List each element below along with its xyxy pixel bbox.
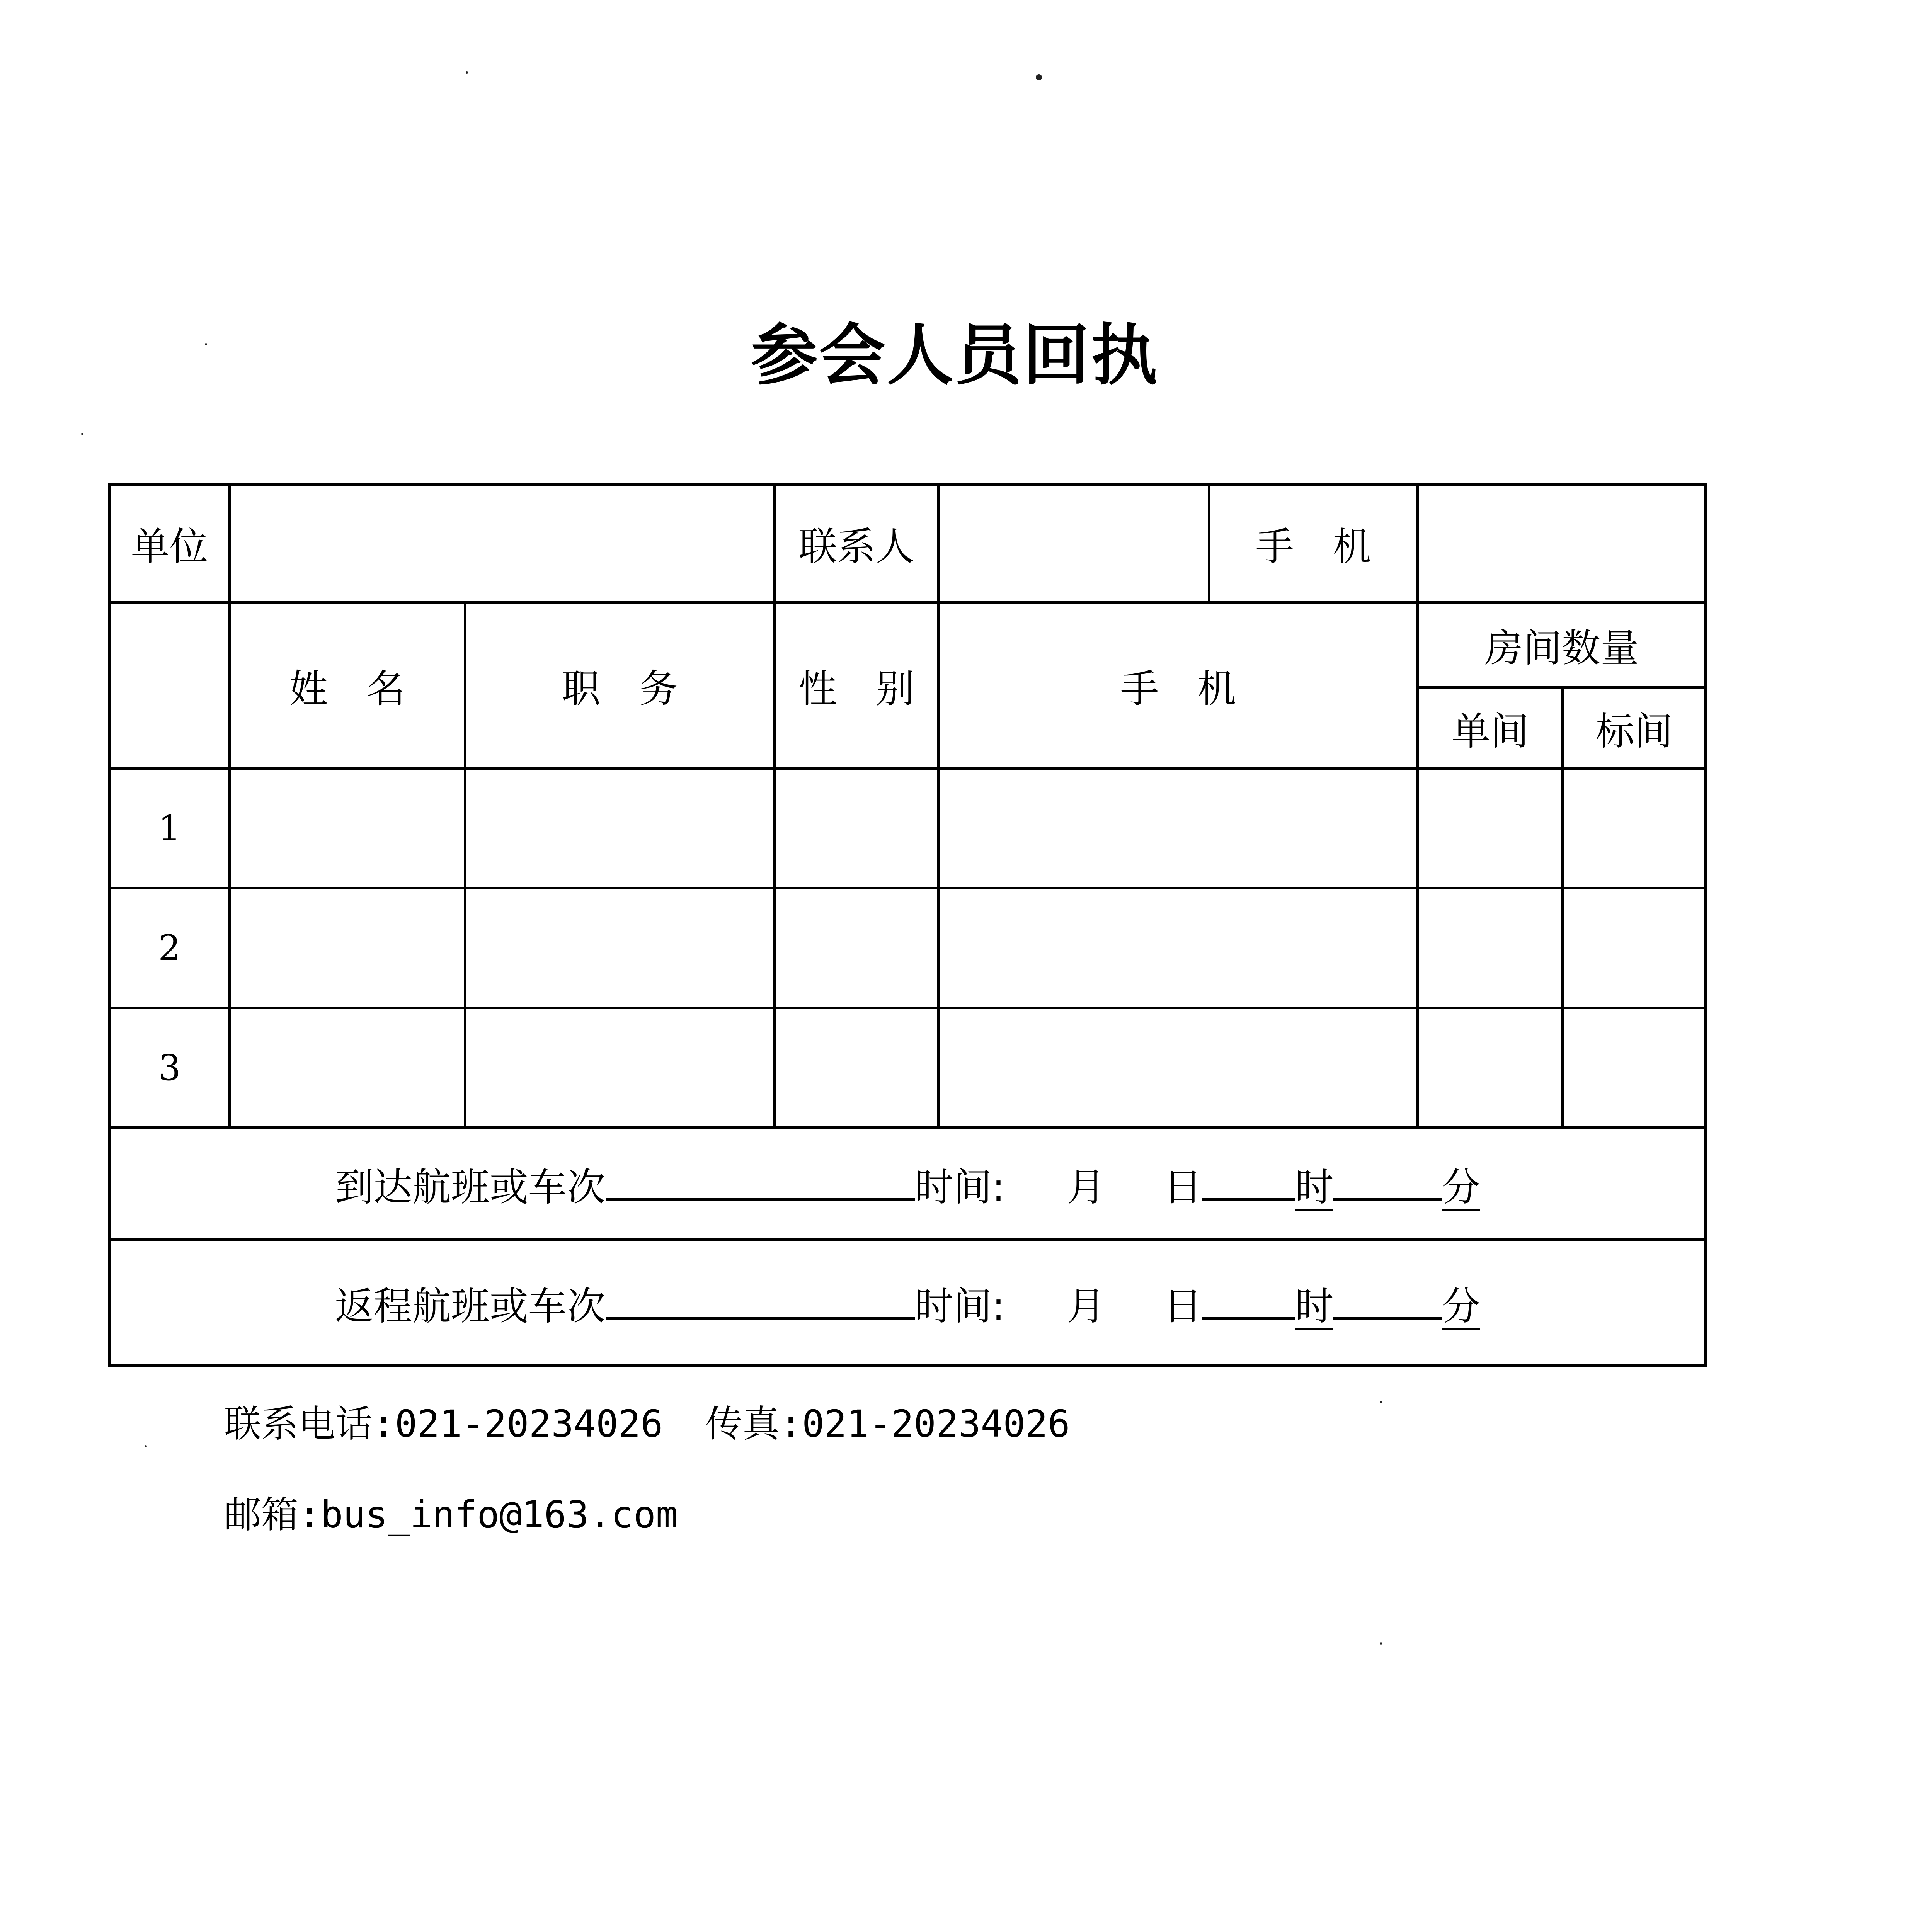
fax-label: 传真: [705,1402,802,1446]
arrival-row [110,1128,1706,1240]
arrival-flight-blank[interactable] [606,1156,915,1201]
name-cell[interactable] [230,888,465,1008]
return-minute-label: 分 [1442,1285,1480,1330]
scan-speck [1380,1642,1382,1645]
gender-cell[interactable] [775,1008,939,1128]
return-label: 返程航班或车次 [335,1283,606,1329]
return-time-label: 时间: [914,1283,1005,1329]
position-header: 职 务 [465,602,775,769]
contact-line [224,1399,1070,1449]
scan-speck [81,433,83,435]
phone-cell[interactable] [939,888,1418,1008]
arrival-minute-blank[interactable] [1333,1156,1442,1201]
row-number: 1 [110,769,230,888]
page-title: 参会人员回执 [751,316,1159,394]
contact-field[interactable] [939,485,1209,602]
name-header: 姓 名 [230,602,465,769]
name-cell[interactable] [230,769,465,888]
row-number: 2 [110,888,230,1008]
position-cell[interactable] [465,888,775,1008]
registration-form-table [108,483,1707,1367]
gender-cell[interactable] [775,769,939,888]
return-hour-label: 时 [1295,1285,1333,1330]
single-room-cell[interactable] [1418,888,1563,1008]
phone-cell[interactable] [939,1008,1418,1128]
return-day-label: 日 [1163,1283,1202,1329]
arrival-hour-label: 时 [1295,1166,1333,1211]
unit-label: 单位 [110,485,230,602]
arrival-minute-label: 分 [1442,1166,1480,1211]
rooms-header: 房间数量 [1418,602,1706,687]
header-row [110,602,1706,687]
gender-header: 性 别 [775,602,939,769]
arrival-day-label: 日 [1163,1165,1202,1210]
scan-speck [145,1445,147,1447]
phone-label: 联系电话: [224,1402,395,1446]
return-minute-blank[interactable] [1333,1275,1442,1320]
scan-speck [466,71,468,74]
email-address[interactable]: bus_info@163.com [320,1493,678,1536]
single-room-cell[interactable] [1418,769,1563,888]
return-hour-blank[interactable] [1202,1275,1295,1320]
email-label: 邮箱: [224,1493,321,1536]
unit-field[interactable] [230,485,775,602]
phone-header: 手 机 [939,602,1418,769]
attendee-row [110,888,1706,1008]
standard-room-cell[interactable] [1563,769,1706,888]
row-number: 3 [110,1008,230,1128]
standard-room-header: 标间 [1563,687,1706,769]
name-cell[interactable] [230,1008,465,1128]
contact-phone-field[interactable] [1418,485,1706,602]
email-line [224,1490,678,1540]
arrival-month-label: 月 [1067,1165,1106,1210]
standard-room-cell[interactable] [1563,888,1706,1008]
scan-speck [1036,74,1042,80]
position-cell[interactable] [465,769,775,888]
contact-label: 联系人 [775,485,939,602]
attendee-row [110,769,1706,888]
return-month-label: 月 [1067,1283,1106,1329]
arrival-hour-blank[interactable] [1202,1156,1295,1201]
attendee-row [110,1008,1706,1128]
contact-phone-label: 手 机 [1209,485,1418,602]
unit-row [110,485,1706,602]
position-cell[interactable] [465,1008,775,1128]
return-flight-blank[interactable] [606,1275,915,1320]
single-room-cell[interactable] [1418,1008,1563,1128]
phone-cell[interactable] [939,769,1418,888]
gender-cell[interactable] [775,888,939,1008]
phone-number: 021-20234026 [395,1402,663,1446]
return-row [110,1240,1706,1366]
fax-number: 021-20234026 [802,1402,1070,1446]
arrival-label: 到达航班或车次 [335,1165,606,1210]
scan-speck [1380,1401,1382,1403]
index-header [110,602,230,769]
arrival-time-label: 时间: [914,1165,1005,1210]
standard-room-cell[interactable] [1563,1008,1706,1128]
single-room-header: 单间 [1418,687,1563,769]
